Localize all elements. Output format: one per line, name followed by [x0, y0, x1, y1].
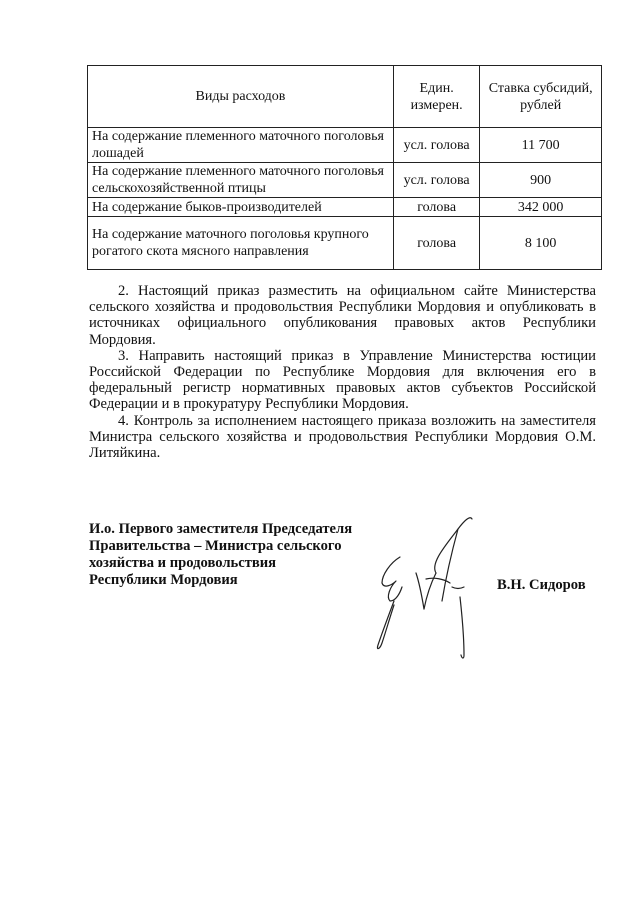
signatory-title-line: Республики Мордовия: [89, 572, 238, 588]
cell-unit: усл. голова: [393, 163, 479, 198]
paragraph-3: 3. Направить настоящий приказ в Управление Министерства юстиции Российской Федерации по Республике Мордовия для включения его в федеральный регистр нормативных правовых актов субъектов Российской Федерации и в прокуратуру Республики Мордовия.: [89, 347, 596, 413]
header-expense-type: Виды расходов: [88, 66, 394, 128]
paragraph-4: 4. Контроль за исполнением настоящего приказа возложить на заместителя Министра сельского хозяйства и продовольствия Республики Мордовия О.М. Литяйкина.: [89, 412, 596, 462]
cell-rate: 342 000: [480, 198, 602, 217]
signatory-title: [89, 521, 389, 589]
subsidy-rates-table: [87, 65, 602, 270]
cell-unit: голова: [393, 217, 479, 270]
signatory-title-line: И.о. Первого заместителя Председателя: [89, 521, 353, 537]
cell-expense-type: На содержание быков-производителей: [88, 198, 394, 217]
signatory-title-line: хозяйства и продовольствия: [89, 555, 277, 571]
cell-rate: 8 100: [480, 217, 602, 270]
signatory-title-line: Правительства – Министра сельского: [89, 538, 342, 554]
table-row: [88, 217, 602, 270]
header-rate: Ставка субсидий, рублей: [480, 66, 602, 128]
signatory-name: В.Н. Сидоров: [497, 577, 586, 593]
cell-rate: 11 700: [480, 128, 602, 163]
header-unit: Един. измерен.: [393, 66, 479, 128]
cell-expense-type: На содержание маточного поголовья крупного рогатого скота мясного направления: [88, 217, 394, 270]
cell-expense-type: На содержание племенного маточного поголовья сельскохозяйственной птицы: [88, 163, 394, 198]
cell-unit: усл. голова: [393, 128, 479, 163]
handwritten-signature: [360, 505, 490, 665]
cell-expense-type: На содержание племенного маточного поголовья лошадей: [88, 128, 394, 163]
table-header-row: [88, 66, 602, 128]
table-row: [88, 163, 602, 198]
table-row: [88, 198, 602, 217]
table-row: [88, 128, 602, 163]
cell-rate: 900: [480, 163, 602, 198]
paragraph-2: 2. Настоящий приказ разместить на официальном сайте Министерства сельского хозяйства и продовольствия Республики Мордовия и опубликовать в источниках официального опубликования правовых актов Республики Мордовия.: [89, 283, 596, 348]
cell-unit: голова: [393, 198, 479, 217]
order-paragraphs: [89, 283, 596, 461]
